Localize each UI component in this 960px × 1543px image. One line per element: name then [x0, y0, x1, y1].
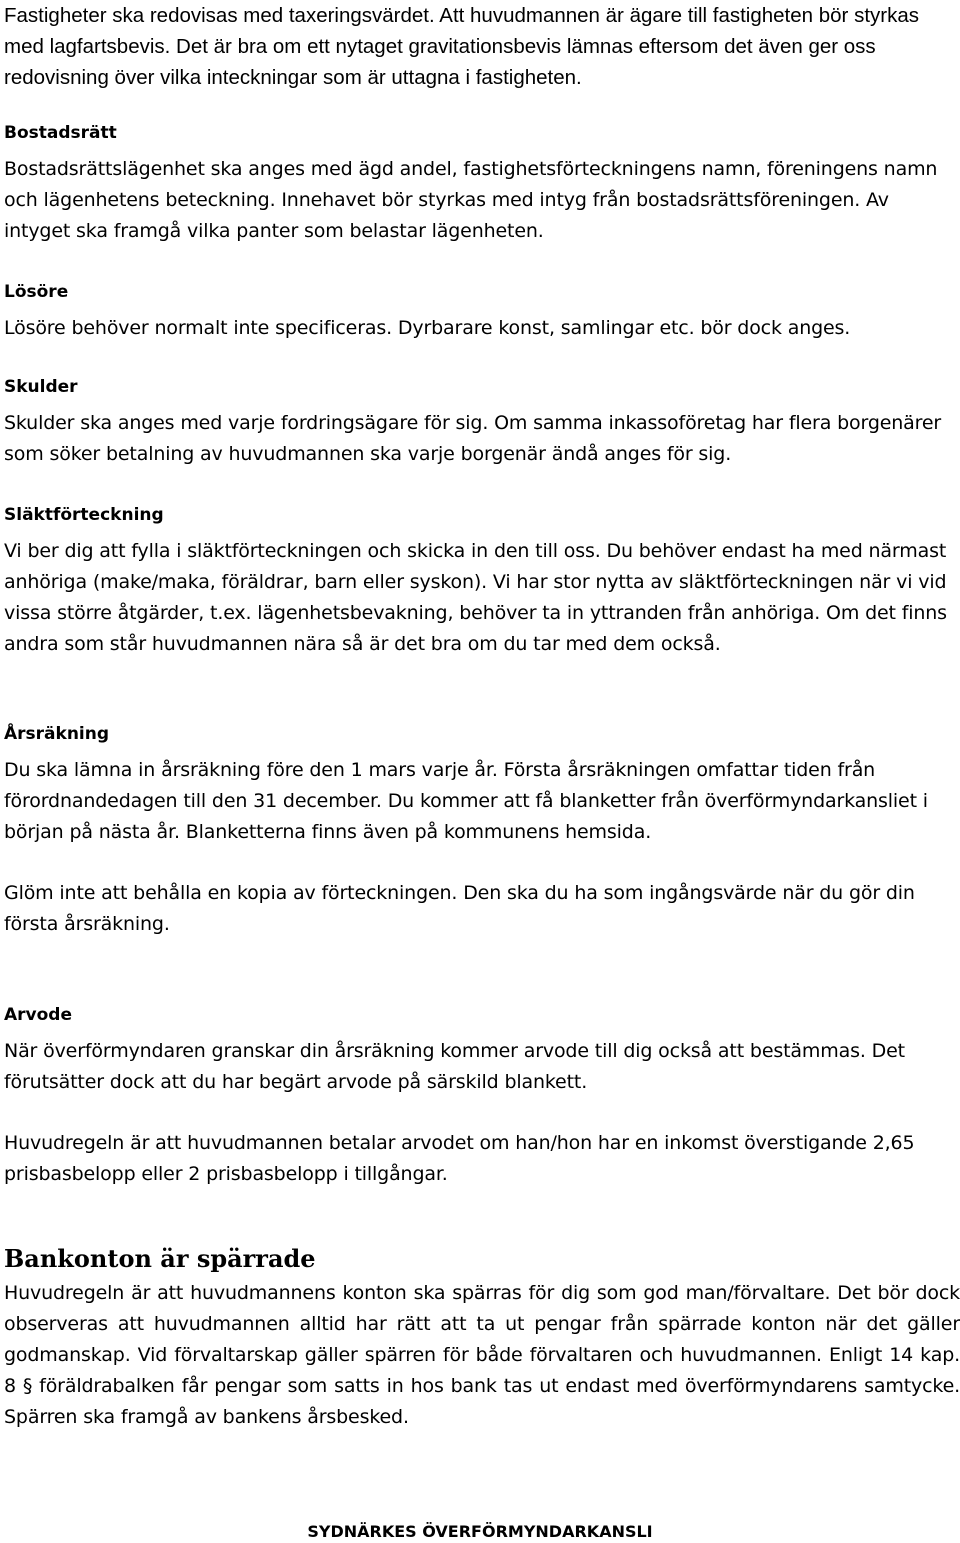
- page-footer: SYDNÄRKES ÖVERFÖRMYNDARKANSLI: [307, 1522, 653, 1541]
- section-heading: Släktförteckning: [4, 505, 164, 525]
- section-paragraph: Lösöre behöver normalt inte specificeras. Dyrbarare konst, samlingar etc. bör dock anges.: [4, 317, 851, 339]
- section-arsrakning: [4, 723, 960, 940]
- section-heading: Skulder: [4, 377, 78, 397]
- section-paragraph: Huvudregeln är att huvudmannen betalar arvodet om han/hon har en inkomst överstigande 2,65 prisbasbelopp eller 2 prisbasbelopp i tillgångar.: [4, 1132, 915, 1185]
- section-skulder: [4, 376, 960, 470]
- section-paragraph: Vi ber dig att fylla i släktförteckningen och skicka in den till oss. Du behöver endast ha med närmast anhöriga (make/maka, föräldrar, barn eller syskon). Vi har stor nytta av släktförteckningen när vi vid vissa större åtgärder, t.ex. lägenhetsbevakning, behöver ta in yttranden från anhöriga. Om det finns andra som står huvudmannen nära så är det bra om du tar med dem också.: [4, 540, 947, 655]
- section-paragraph: När överförmyndaren granskar din årsräkning kommer arvode till dig också att bestämmas. Det förutsätter dock att du har begärt arvode på särskild blankett.: [4, 1040, 905, 1093]
- section-heading: Lösöre: [4, 282, 69, 302]
- section-slaktforteckning: [4, 504, 960, 660]
- section-heading: Arvode: [4, 1005, 72, 1025]
- section-paragraph: Glöm inte att behålla en kopia av förteckningen. Den ska du ha som ingångsvärde när du gör din första årsräkning.: [4, 882, 915, 935]
- section-paragraph: Huvudregeln är att huvudmannens konton ska spärras för dig som god man/förvaltare. Det bör dock observeras att huvudmannen alltid har rätt att ta ut pengar från spärrade konton när det gäller godmanskap. Vid förvaltarskap gäller spärren för både förvaltaren och huvudmannen. Enligt 14 kap. 8 § föräldrabalken får pengar som satts in hos bank tas ut endast med överförmyndarens samtycke. Spärren ska framgå av bankens årsbesked.: [4, 1282, 960, 1428]
- section-heading: Årsräkning: [4, 724, 110, 744]
- intro-paragraph: Fastigheter ska redovisas med taxeringsvärdet. Att huvudmannen är ägare till fastigheten bör styrkas med lagfartsbevis. Det är bra om ett nytaget gravitationsbevis lämnas eftersom det även ger oss redovisning över vilka inteckningar som är uttagna i fastigheten.: [4, 4, 920, 89]
- section-losore: [4, 281, 960, 344]
- section-bankkonton: [4, 1244, 960, 1433]
- section-arvode: [4, 1004, 960, 1190]
- section-paragraph: Du ska lämna in årsräkning före den 1 mars varje år. Första årsräkningen omfattar tiden från förordnandedagen till den 31 december. Du kommer att få blanketter från överförmyndarkansliet i början på nästa år. Blanketterna finns även på kommunens hemsida.: [4, 759, 928, 843]
- section-paragraph: Skulder ska anges med varje fordringsägare för sig. Om samma inkassoföretag har flera borgenärer som söker betalning av huvudmannen ska varje borgenär ändå anges för sig.: [4, 412, 942, 465]
- section-heading: Bankonton är spärrade: [4, 1244, 316, 1273]
- section-heading: Bostadsrätt: [4, 123, 117, 143]
- section-paragraph: Bostadsrättslägenhet ska anges med ägd andel, fastighetsförteckningens namn, föreningens namn och lägenhetens beteckning. Innehavet bör styrkas med intyg från bostadsrättsföreningen. Av intyget ska framgå vilka panter som belastar lägenheten.: [4, 158, 938, 242]
- section-bostadsratt: [4, 122, 960, 247]
